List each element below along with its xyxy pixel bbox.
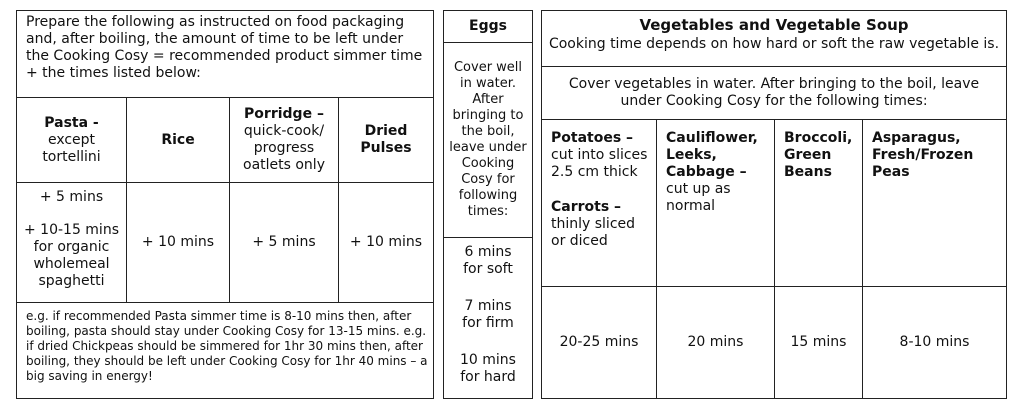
veg-col-broccoli: Broccoli, Green Beans xyxy=(784,130,853,180)
egg-time-soft: 6 mins for soft xyxy=(463,244,513,277)
eggs-times xyxy=(448,244,528,386)
time-dried-pulses: + 10 mins xyxy=(349,234,423,250)
veg-title: Vegetables and Vegetable Soup xyxy=(639,16,909,34)
header-rice: Rice xyxy=(161,131,195,148)
header-pasta: Pasta - except tortellini xyxy=(42,114,101,165)
eggs-title: Eggs xyxy=(469,18,507,34)
veg-time-cauliflower: 20 mins xyxy=(687,334,744,350)
veg-instructions: Cover vegetables in water. After bringing to the boil, leave under Cooking Cosy for the following times: xyxy=(568,76,980,109)
veg-subtitle: Cooking time depends on how hard or soft the raw vegetable is. xyxy=(548,36,1000,52)
eggs-instructions: Cover well in water. After bringing to the boil, leave under Cooking Cosy for following times: xyxy=(449,60,527,219)
veg-col-asparagus: Asparagus, Fresh/Frozen Peas xyxy=(872,130,974,180)
veg-time-potatoes: 20-25 mins xyxy=(559,334,639,350)
header-dried-pulses: Dried Pulses xyxy=(360,123,412,156)
egg-time-firm: 7 mins for firm xyxy=(462,298,514,331)
veg-col-cauliflower: Cauliflower, Leeks, Cabbage – cut up as normal xyxy=(666,130,758,214)
example-text: e.g. if recommended Pasta simmer time is 8-10 mins then, after boiling, pasta should stay under Cooking Cosy for 13-15 mins. e.g. if dried Chickpeas should be simmered for 1hr 30 mins then, after boiling, they should be left under Cooking Cosy for 1hr 40 mins – a big saving in energy! xyxy=(26,309,428,383)
veg-time-asparagus: 8-10 mins xyxy=(899,334,970,350)
time-pasta: + 5 mins + 10-15 mins for organic wholemeal spaghetti xyxy=(23,189,119,289)
veg-heading xyxy=(542,16,1006,53)
veg-col-potatoes: Potatoes – cut into slices 2.5 cm thick Carrots – thinly sliced or diced xyxy=(551,130,648,249)
egg-time-hard: 10 mins for hard xyxy=(460,352,516,385)
veg-time-broccoli: 15 mins xyxy=(790,334,847,350)
header-porridge: Porridge – quick-cook/ progress oatlets only xyxy=(243,106,325,173)
time-rice: + 10 mins xyxy=(141,234,215,250)
intro-text: Prepare the following as instructed on food packaging and, after boiling, the amount of time to be left under the Cooking Cosy = recommended product simmer time + the times listed below: xyxy=(26,14,423,81)
time-porridge: + 5 mins xyxy=(252,234,316,250)
